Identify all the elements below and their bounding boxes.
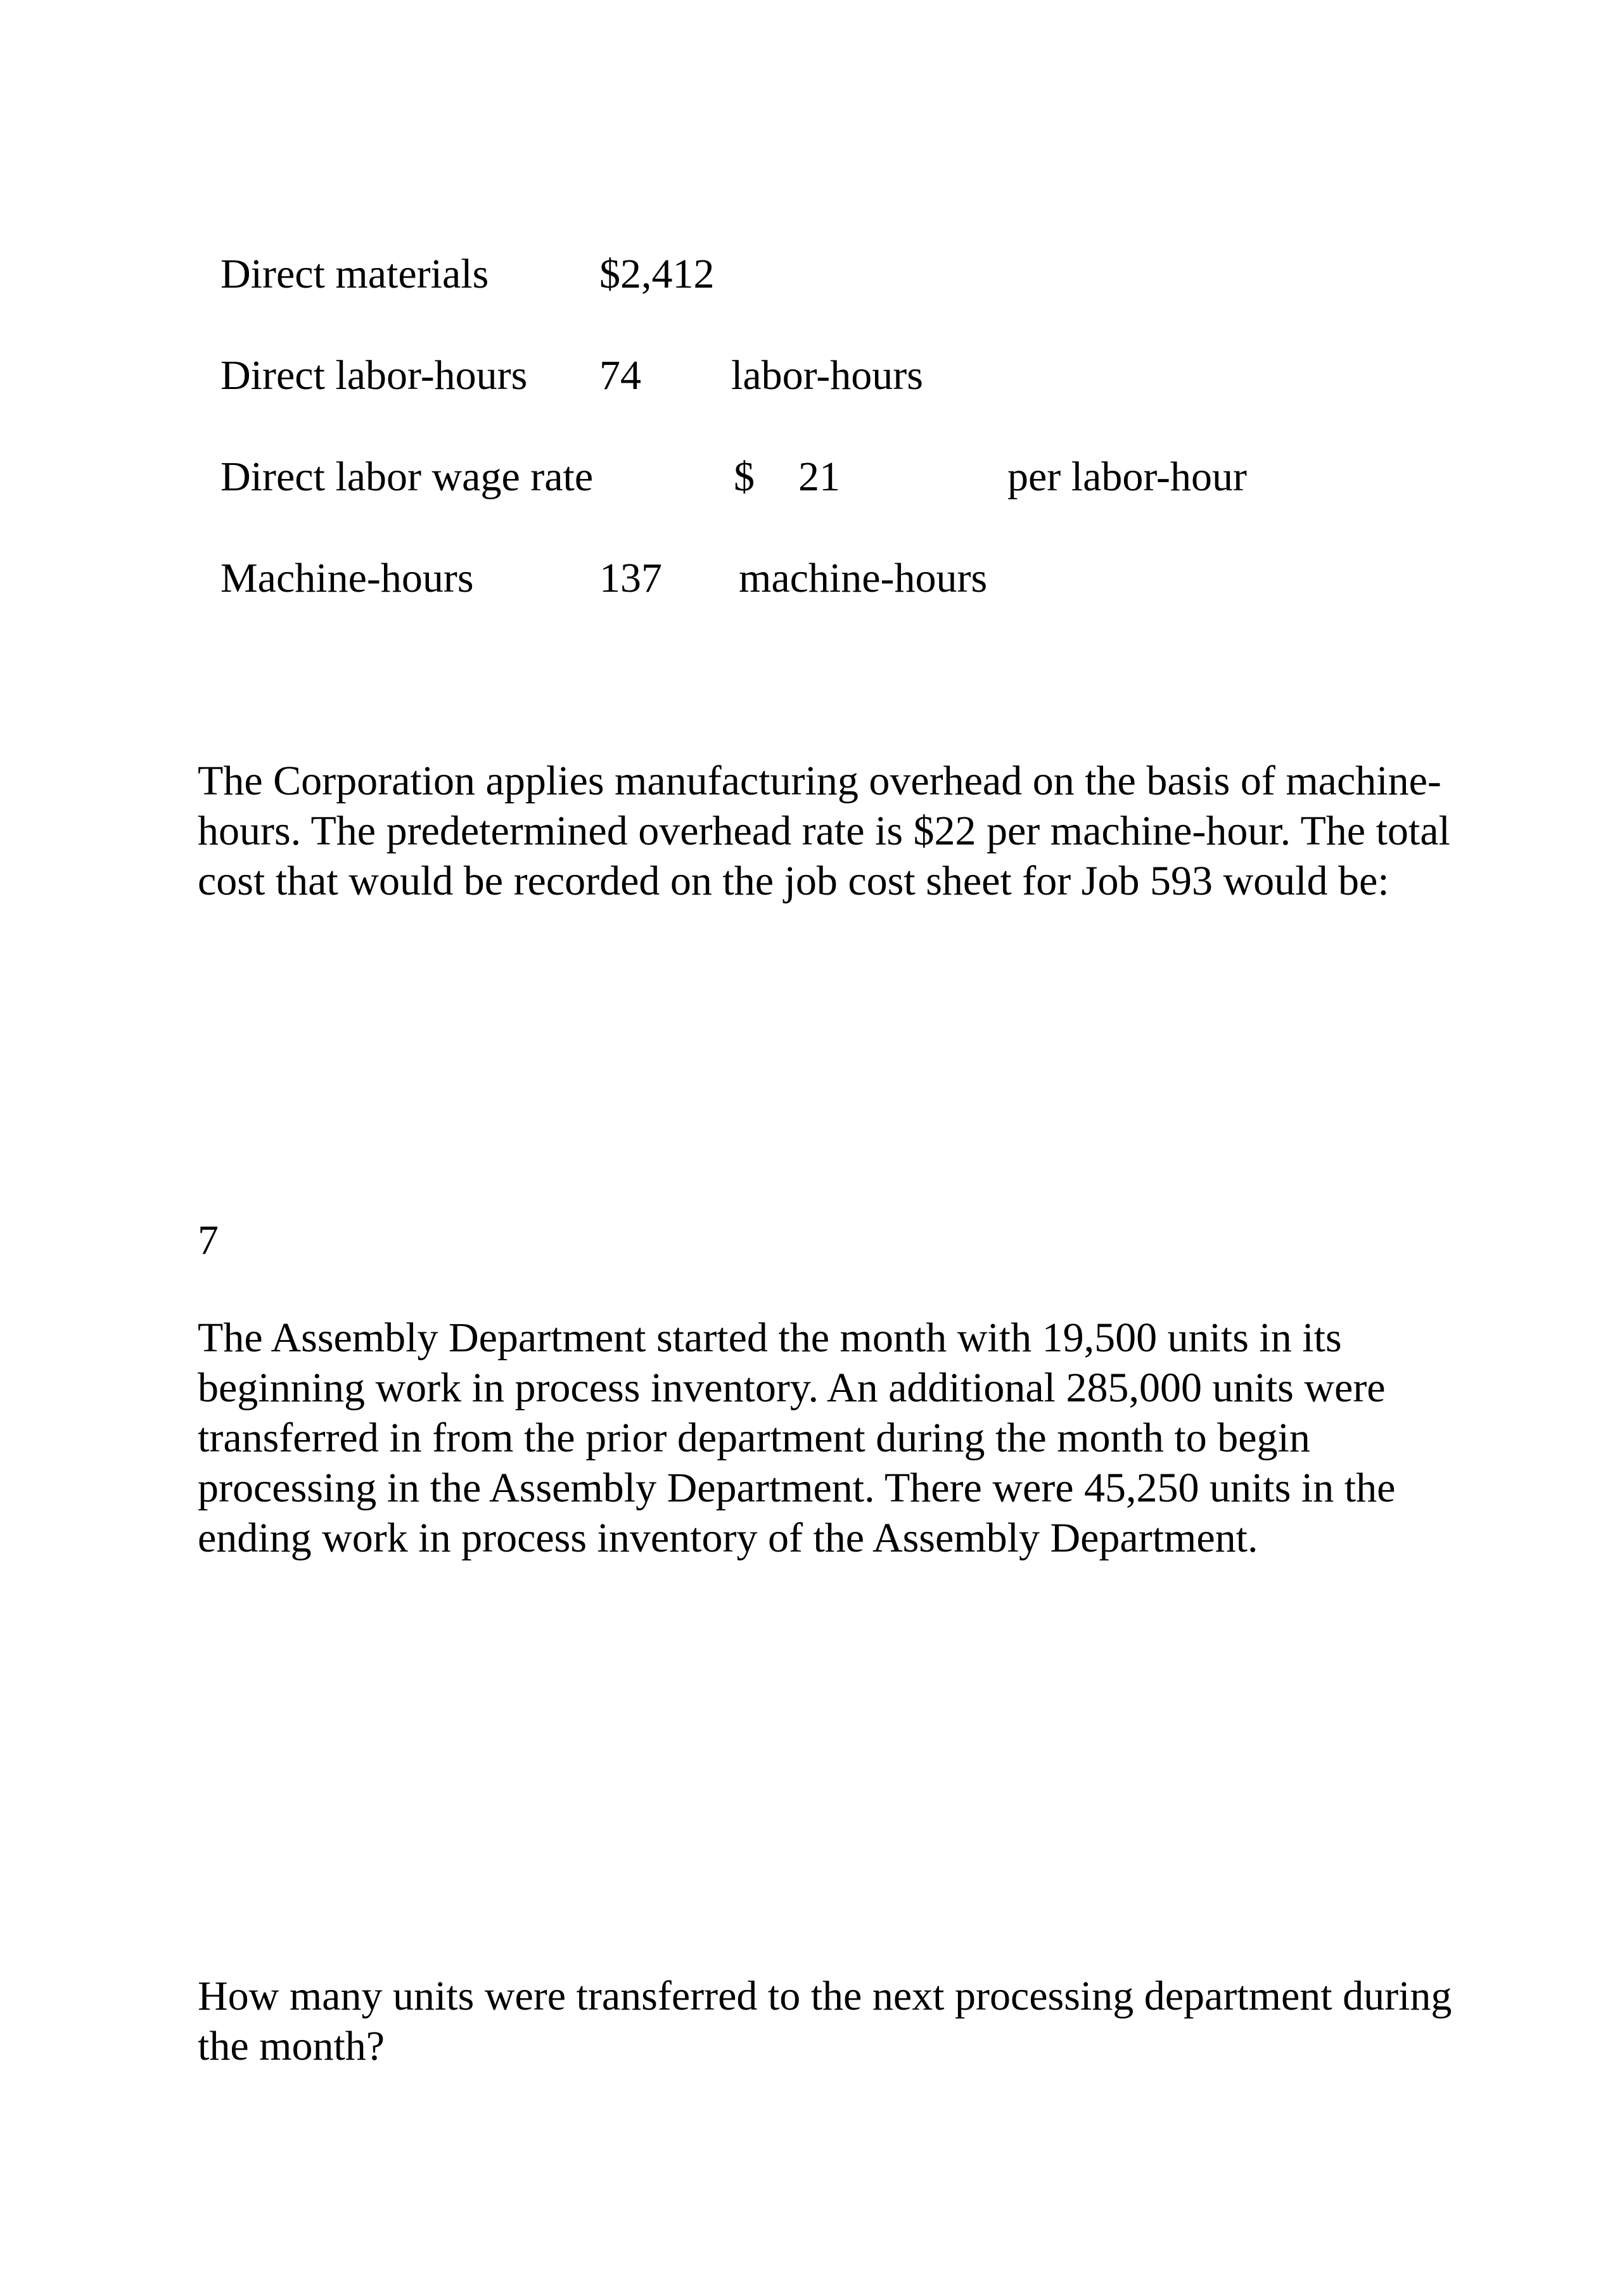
row-label-direct-labor-wage-rate: Direct labor wage rate — [220, 454, 594, 500]
row-value-direct-labor-hours: 74 — [599, 352, 641, 399]
row-value-direct-labor-wage-rate: 21 — [798, 454, 840, 500]
row-label-direct-labor-hours: Direct labor-hours — [220, 352, 528, 399]
assembly-paragraph: The Assembly Department started the month with 19,500 units in its beginning work in process inventory. An additional 285,000 units were transferred in from the prior department during the month to begin processing in the Assembly Department. There were 45,250 units in the ending work in process inventory of the Assembly Department. — [198, 1315, 1396, 1561]
question-text: How many units were transferred to the next processing department during the month? — [198, 1973, 1452, 2069]
row-unit-machine-hours: machine-hours — [739, 555, 988, 601]
row-label-machine-hours: Machine-hours — [220, 555, 474, 601]
row-unit-direct-labor-hours: labor-hours — [731, 352, 923, 399]
row-value-machine-hours: 137 — [599, 555, 662, 601]
question-number: 7 — [198, 1217, 219, 1263]
overhead-paragraph: The Corporation applies manufacturing overhead on the basis of machine-hours. The predetermined overhead rate is $22 per machine-hour. The total cost that would be recorded on the job cost sheet for Job 593 would be: — [198, 758, 1450, 904]
row-label-direct-materials: Direct materials — [220, 251, 489, 297]
row-currency-direct-labor-wage-rate: $ — [734, 454, 755, 500]
row-value-direct-materials: $2,412 — [599, 251, 715, 297]
row-unit-direct-labor-wage-rate: per labor-hour — [1007, 454, 1248, 500]
